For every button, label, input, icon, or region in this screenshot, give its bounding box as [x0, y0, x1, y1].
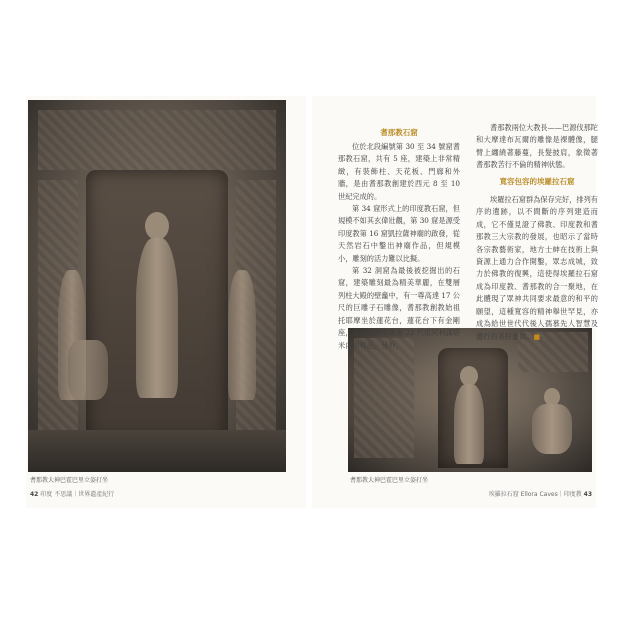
carved-wall-left — [354, 338, 414, 458]
standing-statue-right — [454, 384, 484, 464]
running-title: 埃羅拉石窟 Ellora Caves｜印度教 — [488, 491, 582, 498]
seated-figure — [68, 340, 108, 400]
text-column-1 — [338, 141, 460, 352]
left-photo-caption: 耆那教大神巴霍巴里立姿打坐 — [30, 477, 109, 484]
paragraph: 耆那教兩位大教長——巴源伐那陀和大摩達布瓦爾的雕像是裸體像，腿臂上纏繞著藤蔓，長髮披肩，象徵著耆那教苦行不倫的精神狀態。 — [476, 123, 598, 170]
section-heading-jain-caves: 耆那教石窟 — [380, 128, 418, 137]
standing-statue — [136, 238, 178, 398]
section-heading-tolerance: 寬容包容的埃羅拉石窟 — [499, 176, 575, 186]
carved-relief-top — [38, 110, 276, 170]
page-number: 43 — [583, 491, 592, 498]
running-title: 印度 不思議｜世界遺產紀行 — [40, 491, 115, 498]
seated-statue — [532, 404, 572, 454]
end-mark-icon: ■ — [533, 332, 541, 341]
left-footer — [30, 489, 114, 498]
cave-floor — [28, 430, 286, 472]
right-photo-caption: 耆那教大神巴霍巴里立姿打坐 — [350, 477, 429, 484]
page-number: 42 — [30, 491, 39, 498]
paragraph: 位於北段編號第 30 至 34 號窟耆那教石窟，共有 5 座，建築上非常精緻，有裝飾柱、天花板、門廊和外牆，是由耆那教創建於西元 8 至 10 世紀完成的。 — [338, 142, 460, 201]
side-figure-right — [228, 270, 256, 400]
left-page-photo — [28, 100, 286, 472]
statue-head — [145, 212, 169, 240]
paragraph: 第 34 窟形式上的印度教石窟，但規模不如其玄偉壯觀，第 30 窟是源受印度教第 16 窟凱拉薩神廟的啟發，從天然岩石中鑿出神廟作品，但規模小，雕刻的活力難以比擬。 — [338, 204, 460, 263]
statue-head-right — [460, 366, 478, 386]
text-column-2 — [476, 122, 598, 343]
paragraph: 第 32 洞窟為最後被挖掘出的石窟，建築雕刻最為精美華麗，在雙層列柱大殿的壁龕中，有一尊高達 17 公尺的巨雕子石雕像，耆那教創教始祖托耶摩坐於蓮花台，蓮花台下有金剛座，為印度耆那教第 22 代祖阿利謀塔米內的作品，另外， — [338, 266, 460, 350]
right-footer — [489, 489, 592, 498]
paragraph-text: 埃羅拉石窟群為保存完好，排列有序的遺跡，以不間斷的序列建造而成，它不僅見證了佛教、印度教和耆那教三大宗教的發展，也昭示了當時各宗教藝術家，地方士紳在技術上與資源上通力合作開鑿，眾志成城，致力於佛教的復興，這使得埃羅拉石窟成為印度教、耆那教的合一聚地，在此體現了眾神共同要求最意的和平的願望，這種寬容的精神舉世罕見，亦成為給世世代代後人孺慕先人智慧及遵行的美好象徵。 — [476, 195, 598, 341]
paragraph — [476, 194, 598, 343]
